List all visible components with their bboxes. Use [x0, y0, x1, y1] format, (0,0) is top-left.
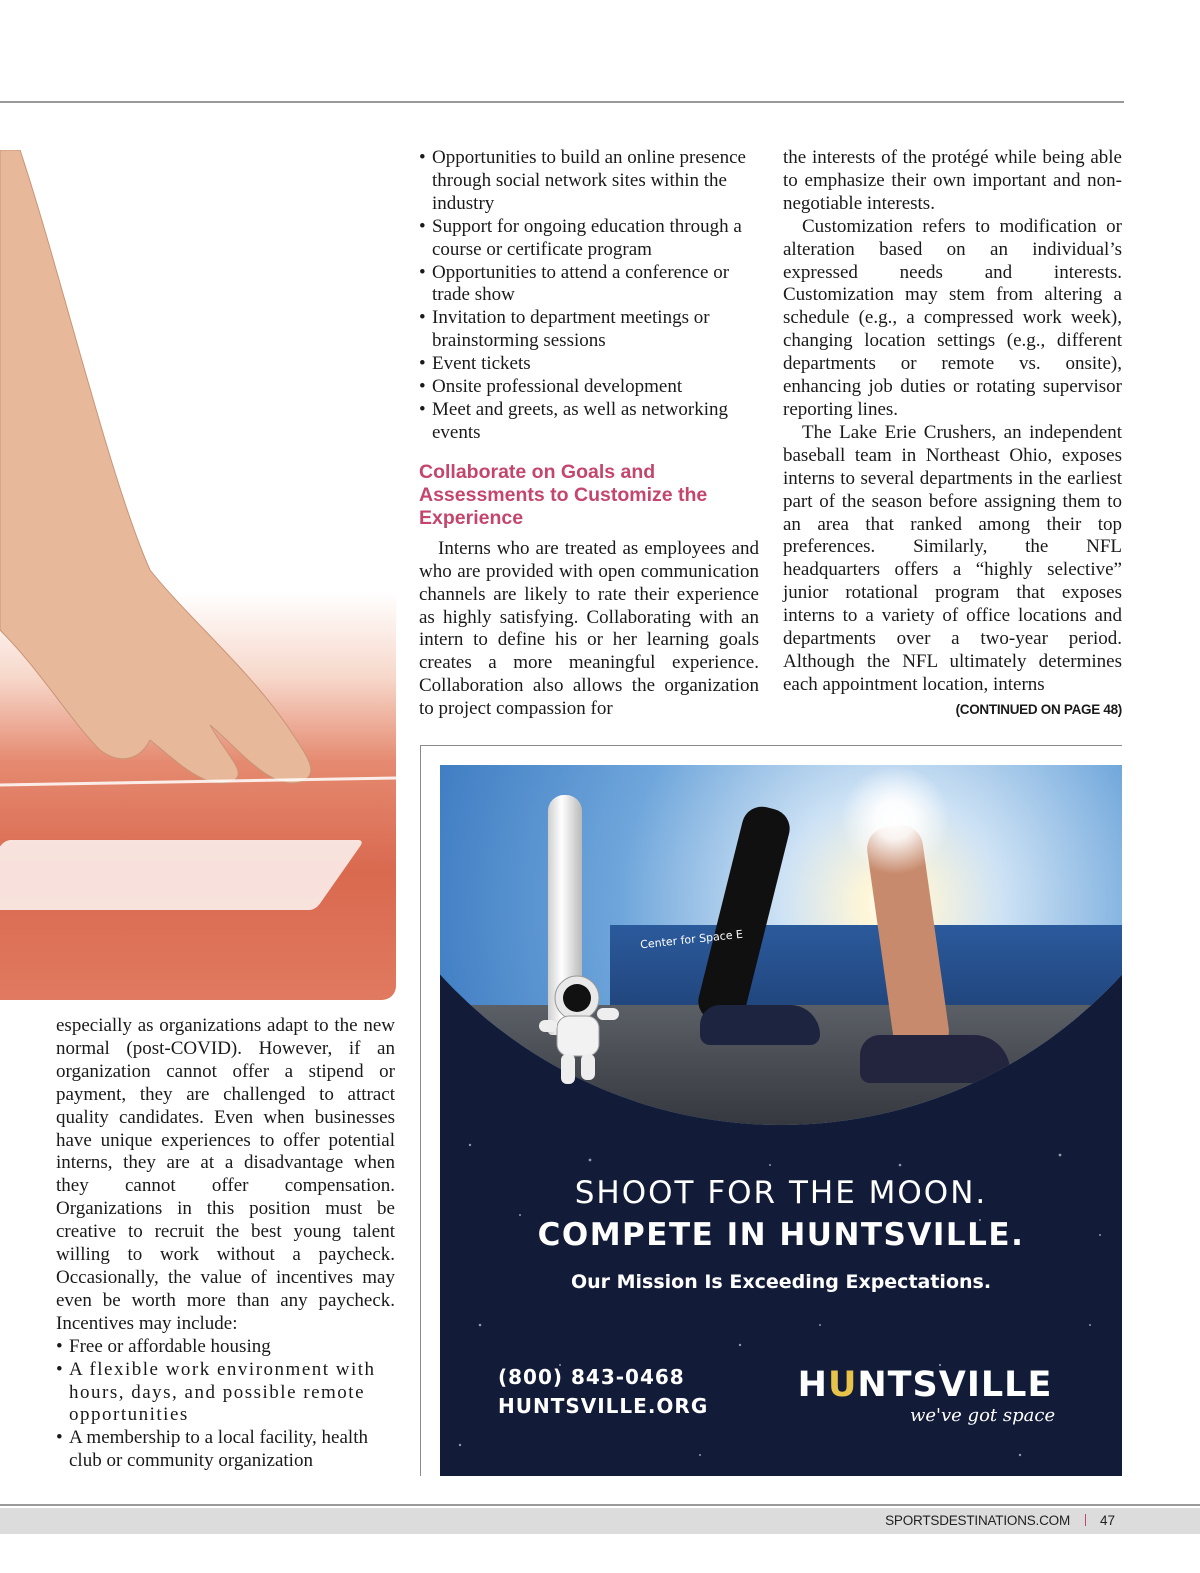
list-item: • Support for ongoing education through a course or certificate program — [419, 215, 742, 260]
huntsville-ad[interactable] — [440, 765, 1122, 1476]
list-item: • Event tickets — [419, 353, 531, 375]
list-item: • Meet and greets, as well as networking events — [419, 398, 728, 443]
running-shoe — [860, 1035, 1010, 1083]
footer-rule — [0, 1504, 1200, 1506]
ad-tagline: Our Mission Is Exceeding Expectations. — [570, 1271, 992, 1293]
list-item: • Opportunities to build an online presence through social network sites within the industry — [419, 147, 746, 214]
list-item: • A membership to a local facility, health club or community organization — [56, 1427, 368, 1472]
list-item: • Invitation to department meetings or brainstorming sessions — [419, 307, 710, 352]
list-item: • Free or affordable housing — [56, 1335, 271, 1357]
footer-site[interactable]: SPORTSDESTINATIONS.COM — [885, 1513, 1070, 1528]
body-paragraph: Customization refers to modification or alteration based on an individual’s expressed needs and interests. Customization may stem from altering a schedule (e.g., a compressed work week), changing location settings (e.g., different departments or remote vs. onsite), enhancing job duties or rotating supervisor reporting lines. — [783, 215, 1122, 420]
page-number: 47 — [1100, 1513, 1116, 1528]
building-sign: Center for Space E — [639, 927, 744, 952]
ad-website[interactable]: HUNTSVILLE.ORG — [498, 1394, 709, 1418]
logo-tagline: we've got space — [910, 1405, 1056, 1426]
running-shoe — [700, 1005, 820, 1045]
incentive-list — [56, 1336, 395, 1473]
start-line-mark — [0, 840, 365, 910]
ad-phone[interactable]: (800) 843-0468 — [498, 1365, 685, 1389]
logo-rocket-letter: U — [827, 1365, 858, 1405]
track-hand-photo — [0, 150, 396, 1000]
ad-frame — [420, 745, 421, 1476]
huntsville-logo: HUNTSVILLE — [797, 1365, 1053, 1405]
list-item: • Onsite professional development — [419, 376, 683, 398]
body-paragraph: especially as organizations adapt to the new normal (post-COVID). However, if an organization cannot offer a stipend or payment, they are challenged to attract quality candidates. Even when businesses have unique experiences to offer potential interns, they are at a disadvantage when they cannot offer compensation. Organizations in this position must be creative to recruit the best young talent willing to work without a paycheck. Occasionally, the value of incentives may even be worth more than any paycheck. Incentives may include: — [56, 1015, 395, 1334]
ad-headline: SHOOT FOR THE MOON. — [574, 1175, 988, 1211]
list-item: • Opportunities to attend a conference or trade show — [419, 261, 730, 306]
benefit-list — [419, 147, 759, 445]
astronaut-icon — [535, 970, 625, 1090]
ad-headline: COMPETE IN HUNTSVILLE. — [537, 1217, 1025, 1253]
body-paragraph: The Lake Erie Crushers, an independent baseball team in Northeast Ohio, exposes interns to several departments in the earliest part of the season before assigning them to an area that ranked among their top preferences. Similarly, the NFL headquarters offers a “highly selective” junior rotational program that exposes interns to a variety of office locations and departments over a two-year period. Although the NFL ultimately determines each appointment location, interns (CONTINUED ON PAGE 48) — [783, 422, 1122, 697]
body-paragraph: Interns who are treated as employees and who are provided with open communication channels are likely to rate their experience as highly satisfying. Collaborating with an intern to define his or her learning goals creates a more meaningful experience. Collaboration also allows the organization to project compassion for — [419, 537, 759, 720]
middle-column — [419, 147, 759, 721]
right-column — [783, 147, 1122, 722]
ad-frame — [420, 745, 1122, 746]
sun-flare — [840, 765, 950, 875]
continued-link[interactable]: (CONTINUED ON PAGE 48) — [955, 701, 1122, 717]
list-item: • A flexible work environment with hours, days, and possible remote opportunities — [56, 1358, 376, 1426]
section-subhead: Collaborate on Goals and Assessments to Customize the Experience — [419, 460, 708, 529]
footer-separator — [1085, 1514, 1086, 1526]
top-rule — [0, 101, 1124, 103]
body-paragraph: the interests of the protégé while being able to emphasize their own important and non-negotiable interests. — [783, 147, 1122, 214]
left-column — [56, 1015, 395, 1473]
